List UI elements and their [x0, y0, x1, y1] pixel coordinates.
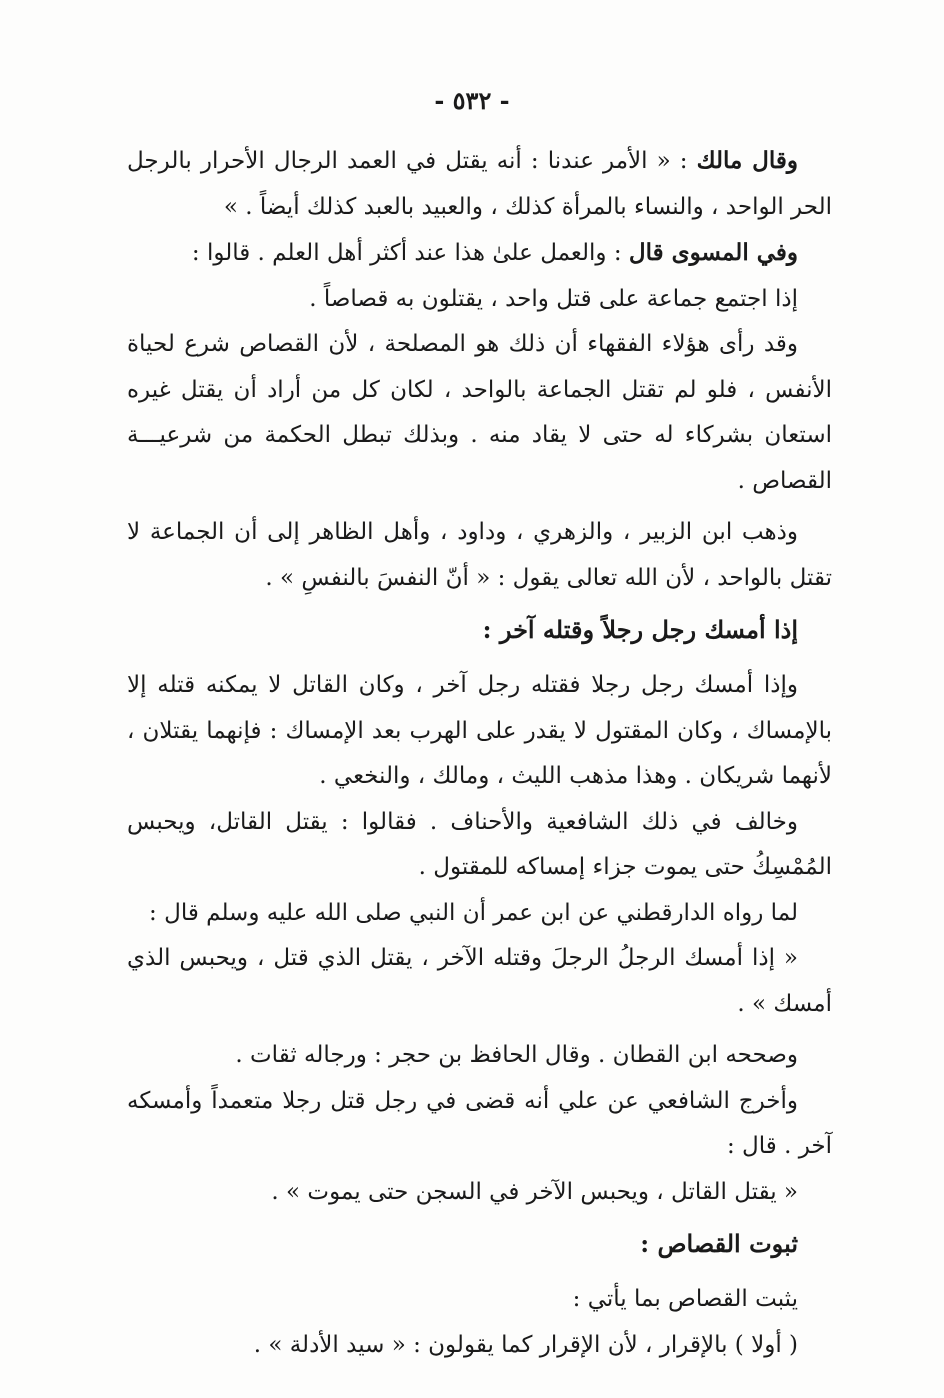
main-text [127, 138, 832, 1368]
paragraph-jurists-reasoning: وقد رأى هؤلاء الفقهاء أن ذلك هو المصلحة ، لأن القصاص شرع لحياة الأنفس ، فلو لم تقتل الجماعة بالواحد ، لكان كل من أراد أن يقتل غيره استعان بشركاء له حتى لا يقاد منه . وبذلك تبطل الحكمة من شرعيـــة القصاص . [127, 331, 832, 494]
paragraph-text: : « الأمر عندنا : أنه يقتل في العمد الرجال الأحرار بالرجل الحر الواحد ، والنساء بالمرأة كذلك ، والعبيد بالعبد كذلك أيضاً . » [127, 148, 832, 220]
paragraph-malik-opinion [127, 138, 832, 230]
paragraph-authentication: وصححه ابن القطان . وقال الحافظ بن حجر : ورجاله ثقات . [235, 1042, 798, 1068]
paragraph-group-killing: إذا اجتمع جماعة على قتل واحد ، يقتلون به قصاصاً . [309, 285, 798, 312]
paragraph-holding-ruling: وإذا أمسك رجل رجلا فقتله رجل آخر ، وكان القاتل لا يمكنه قتله إلا بالإمساك ، وكان المقتول لا يقدر على الهرب بعد الإمساك : فإنهما يقتلان ، لأنهما شريكان . وهذا مذهب الليث ، ومالك ، والنخعي . [127, 672, 832, 789]
paragraph-proof-intro: يثبت القصاص بما يأتي : [572, 1286, 798, 1312]
page-number: - ٥٣٢ - [434, 86, 510, 115]
paragraph-musawwa [127, 230, 832, 277]
section-heading-holding: إذا أمسك رجل رجلاً وقتله آخر : [482, 615, 798, 644]
paragraph-lead: وفي المسوى قال [628, 239, 798, 266]
paragraph-confession: ( أولا ) بالإقرار ، لأن الإقرار كما يقولون : « سيد الأدلة » . [253, 1331, 798, 1358]
paragraph-shafii-hanafi: وخالف في ذلك الشافعية والأحناف . فقالوا : يقتل القاتل، ويحبس المُمْسِكُ حتى يموت جزاء إمساكه للمقتول . [127, 808, 832, 880]
paragraph-ali-quote: « يقتل القاتل ، ويحبس الآخر في السجن حتى يموت » . [271, 1178, 798, 1205]
paragraph-dissenting-view: وذهب ابن الزبير ، والزهري ، وداود ، وأهل الظاهر إلى أن الجماعة لا تقتل بالواحد ، لأن الله تعالى يقول : « أنّ النفسَ بالنفسِ » . [127, 519, 832, 591]
paragraph-daraqutni: لما رواه الدارقطني عن ابن عمر أن النبي صلى الله عليه وسلم قال : [149, 899, 798, 926]
paragraph-lead: وقال مالك [696, 147, 798, 174]
section-heading-proof: ثبوت القصاص : [640, 1229, 798, 1258]
paragraph-ali-ruling: وأخرج الشافعي عن علي أنه قضى في رجل قتل رجلا متعمداً وأمسكه آخر . قال : [127, 1087, 832, 1159]
paragraph-hadith-quote: « إذا أمسك الرجلُ الرجلَ وقتله الآخر ، يقتل الذي قتل ، ويحبس الذي أمسك » . [127, 945, 832, 1017]
paragraph-text: : والعمل علىٰ هذا عند أكثر أهل العلم . قالوا : [191, 240, 629, 266]
